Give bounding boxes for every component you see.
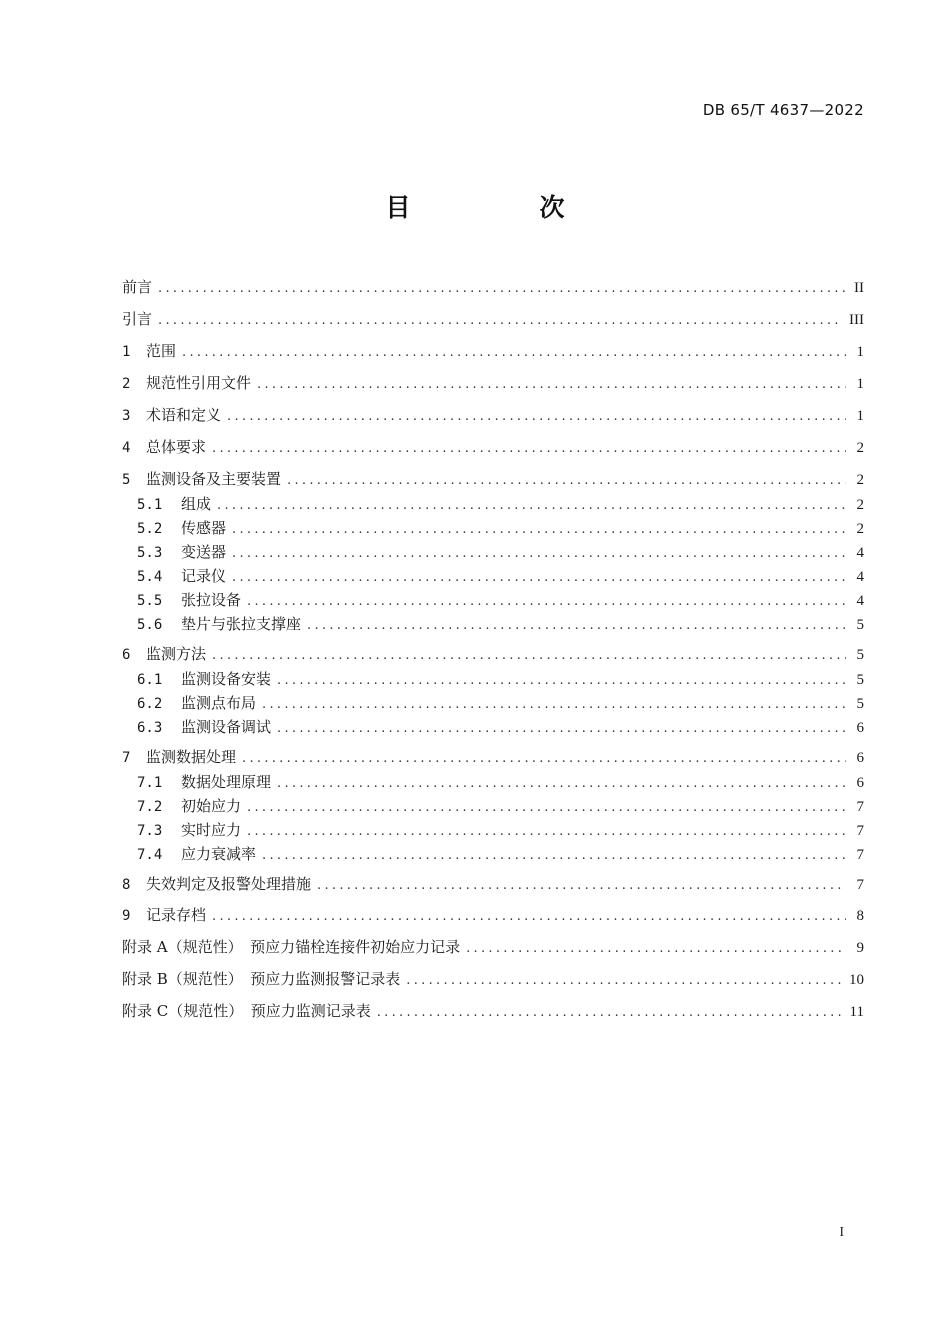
toc-label: 规范性引用文件 [146, 374, 252, 392]
toc-label: 传感器 [181, 519, 227, 537]
toc-entry-foreword[interactable] [122, 276, 864, 300]
toc-leader [247, 800, 846, 815]
toc-number: 7.2 [137, 799, 163, 815]
toc-entry-7-3[interactable] [122, 819, 864, 843]
toc-number: 2 [122, 376, 131, 392]
toc-label: 垫片与张拉支撑座 [181, 615, 302, 633]
toc-page: 6 [856, 720, 864, 736]
toc-entry-appendix-a[interactable] [122, 936, 864, 960]
toc-number: 5 [122, 472, 131, 488]
toc-entry-appendix-c[interactable] [122, 1000, 864, 1024]
toc-leader [262, 848, 846, 863]
document-code: DB 65/T 4637—2022 [702, 101, 864, 119]
toc-page: 2 [856, 440, 864, 456]
toc-leader [277, 721, 846, 736]
toc-label: 监测设备及主要装置 [146, 470, 282, 488]
toc-number: 5.2 [137, 521, 163, 537]
toc-page: 8 [856, 908, 864, 924]
toc-label: 记录仪 [181, 567, 227, 585]
toc-page: 2 [856, 497, 864, 513]
toc-number: 4 [122, 440, 131, 456]
toc-page: 4 [856, 569, 864, 585]
toc-page: 2 [856, 472, 864, 488]
toc-entry-1[interactable] [122, 340, 864, 364]
toc-page: 1 [856, 376, 864, 392]
toc-entry-5-4[interactable] [122, 565, 864, 589]
toc-page: 11 [849, 1004, 864, 1020]
toc-number: 1 [122, 344, 131, 360]
toc-page: 7 [856, 847, 864, 863]
toc-number: 9 [122, 908, 131, 924]
toc-label: 术语和定义 [146, 406, 222, 424]
toc-entry-5-2[interactable] [122, 517, 864, 541]
toc-leader [227, 409, 846, 424]
toc-number: 3 [122, 408, 131, 424]
toc-number: 6.3 [137, 720, 163, 736]
toc-entry-8[interactable] [122, 873, 864, 897]
toc-page: 1 [856, 408, 864, 424]
toc-page: III [849, 312, 864, 328]
toc-entry-7-1[interactable] [122, 771, 864, 795]
toc-label: 应力衰减率 [181, 845, 257, 863]
toc-entry-6[interactable] [122, 643, 864, 667]
toc-leader [466, 941, 846, 956]
toc-leader [158, 281, 846, 296]
toc-leader [182, 345, 846, 360]
toc-number: 5.5 [137, 593, 163, 609]
toc-entry-7-2[interactable] [122, 795, 864, 819]
toc-label: 初始应力 [181, 797, 242, 815]
toc-entry-2[interactable] [122, 372, 864, 396]
toc-entry-6-2[interactable] [122, 692, 864, 716]
toc-number: 6 [122, 647, 131, 663]
toc-leader [232, 522, 846, 537]
toc-label: 附录 C（规范性） 预应力监测记录表 [122, 1002, 371, 1020]
toc-number: 7.1 [137, 775, 163, 791]
toc-entry-7-4[interactable] [122, 843, 864, 867]
toc-page: 7 [856, 877, 864, 893]
toc-number: 5.3 [137, 545, 163, 561]
toc-leader [232, 570, 846, 585]
toc-label: 监测设备安装 [181, 670, 272, 688]
toc-number: 7 [122, 750, 131, 766]
toc-label: 附录 A（规范性） 预应力锚栓连接件初始应力记录 [122, 938, 461, 956]
toc-page: 9 [856, 940, 864, 956]
toc-number: 8 [122, 877, 131, 893]
toc-label: 监测方法 [146, 645, 207, 663]
toc-leader [247, 594, 846, 609]
toc-label: 变送器 [181, 543, 227, 561]
toc-leader [232, 546, 846, 561]
toc-page: 1 [856, 344, 864, 360]
toc-leader [212, 648, 846, 663]
toc-entry-5-6[interactable] [122, 613, 864, 637]
toc-entry-3[interactable] [122, 404, 864, 428]
toc-entry-5-5[interactable] [122, 589, 864, 613]
toc-leader [317, 878, 846, 893]
toc-entry-4[interactable] [122, 436, 864, 460]
toc-leader [262, 697, 846, 712]
toc-label: 记录存档 [146, 906, 207, 924]
toc-entry-5[interactable] [122, 468, 864, 492]
toc-page: 4 [856, 593, 864, 609]
toc-page: 7 [856, 823, 864, 839]
toc-entry-9[interactable] [122, 904, 864, 928]
toc-label: 引言 [122, 310, 153, 328]
toc-leader [377, 1005, 842, 1020]
toc-page: II [854, 280, 864, 296]
toc-page: 5 [856, 696, 864, 712]
toc-page: 5 [856, 672, 864, 688]
toc-leader [307, 618, 846, 633]
toc-page: 7 [856, 799, 864, 815]
toc-entry-7[interactable] [122, 746, 864, 770]
toc-label: 附录 B（规范性） 预应力监测报警记录表 [122, 970, 401, 988]
toc-number: 6.1 [137, 672, 163, 688]
toc-leader [287, 473, 846, 488]
toc-page: 10 [849, 972, 864, 988]
toc-entry-6-3[interactable] [122, 716, 864, 740]
toc-leader [242, 751, 846, 766]
toc-number: 5.1 [137, 497, 163, 513]
toc-label: 范围 [146, 342, 177, 360]
toc-label: 失效判定及报警处理措施 [146, 875, 312, 893]
toc-leader [406, 973, 841, 988]
toc-leader [217, 498, 846, 513]
toc-page: 6 [856, 750, 864, 766]
toc-label: 张拉设备 [181, 591, 242, 609]
toc-page: 5 [856, 647, 864, 663]
toc-leader [257, 377, 846, 392]
toc-label: 数据处理原理 [181, 773, 272, 791]
toc-leader [212, 909, 846, 924]
toc-label: 组成 [181, 495, 212, 513]
toc-label: 监测数据处理 [146, 748, 237, 766]
toc-number: 5.6 [137, 617, 163, 633]
toc-leader [277, 673, 846, 688]
toc-leader [247, 824, 846, 839]
toc-label: 监测点布局 [181, 694, 257, 712]
toc-number: 5.4 [137, 569, 163, 585]
toc-label: 前言 [122, 278, 153, 296]
page-title: 目 次 [385, 193, 617, 222]
toc-label: 总体要求 [146, 438, 207, 456]
toc-leader [212, 441, 846, 456]
toc-entry-introduction[interactable] [122, 308, 864, 332]
toc-label: 监测设备调试 [181, 718, 272, 736]
toc-leader [158, 313, 841, 328]
toc-number: 7.3 [137, 823, 163, 839]
toc-label: 实时应力 [181, 821, 242, 839]
toc-page: 4 [856, 545, 864, 561]
toc-entry-5-3[interactable] [122, 541, 864, 565]
toc-number: 7.4 [137, 847, 163, 863]
page-number: I [839, 1225, 844, 1240]
toc-entry-6-1[interactable] [122, 668, 864, 692]
toc-number: 6.2 [137, 696, 163, 712]
toc-entry-appendix-b[interactable] [122, 968, 864, 992]
toc-page: 2 [856, 521, 864, 537]
toc-entry-5-1[interactable] [122, 493, 864, 517]
toc-leader [277, 776, 846, 791]
toc-page: 6 [856, 775, 864, 791]
toc-page: 5 [856, 617, 864, 633]
